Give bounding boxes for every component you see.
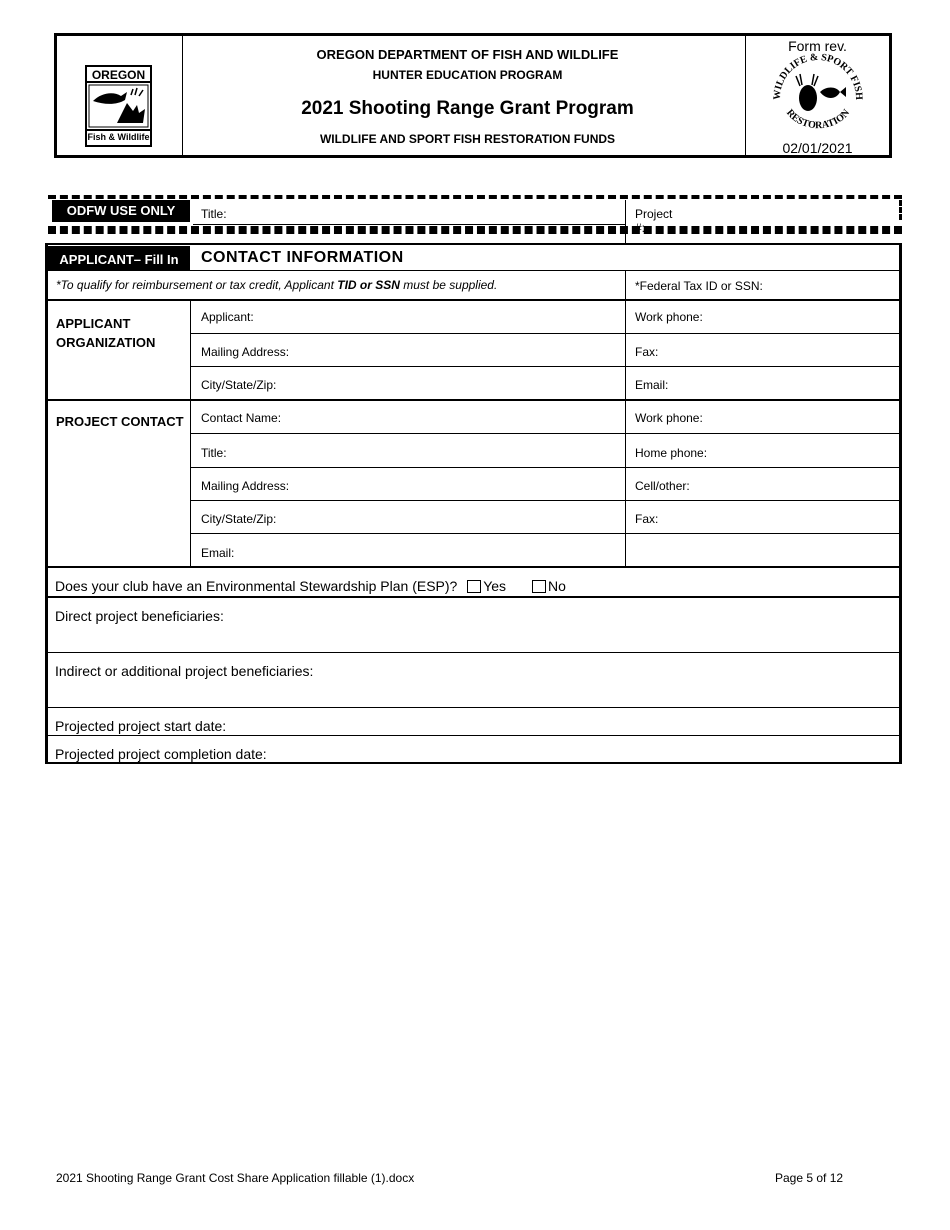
direct-beneficiaries-field[interactable]: Direct project beneficiaries: bbox=[55, 608, 224, 624]
esp-no-label: No bbox=[547, 578, 566, 594]
divider bbox=[46, 596, 900, 598]
program-name: HUNTER EDUCATION PROGRAM bbox=[372, 68, 563, 82]
divider bbox=[625, 200, 626, 245]
divider bbox=[190, 333, 900, 334]
form-rev-label: Form rev. bbox=[788, 38, 847, 54]
divider bbox=[190, 533, 900, 534]
applicant-work-phone-field[interactable]: Work phone: bbox=[635, 310, 703, 324]
logo-state-text: OREGON bbox=[87, 67, 150, 83]
tid-note-text-end: must be supplied. bbox=[399, 278, 498, 292]
esp-yes-option[interactable] bbox=[467, 578, 506, 594]
footer-filename: 2021 Shooting Range Grant Cost Share Application fillable (1).docx bbox=[56, 1171, 415, 1185]
dashed-border bbox=[48, 230, 902, 234]
divider bbox=[193, 224, 625, 225]
odfw-title-field[interactable]: Title: bbox=[201, 207, 227, 221]
divider bbox=[46, 299, 900, 301]
contact-title-field[interactable]: Title: bbox=[201, 446, 227, 460]
esp-no-option[interactable] bbox=[532, 578, 566, 594]
applicant-fill-in-badge: APPLICANT– Fill In bbox=[48, 246, 190, 271]
divider bbox=[46, 707, 900, 708]
fish-elk-logo-icon bbox=[87, 83, 150, 129]
dashed-border bbox=[899, 200, 902, 220]
contact-fax-field[interactable]: Fax: bbox=[635, 512, 659, 526]
indirect-beneficiaries-field[interactable]: Indirect or additional project beneficiaries: bbox=[55, 663, 314, 679]
department-name: OREGON DEPARTMENT OF FISH AND WILDLIFE bbox=[316, 47, 619, 62]
esp-yes-label: Yes bbox=[483, 578, 507, 594]
divider bbox=[190, 366, 900, 367]
contact-home-phone-field[interactable]: Home phone: bbox=[635, 446, 708, 460]
divider bbox=[46, 270, 900, 271]
contact-name-field[interactable]: Contact Name: bbox=[201, 411, 282, 425]
divider bbox=[190, 467, 900, 468]
footer-page-number: Page 5 of 12 bbox=[775, 1171, 844, 1185]
section-label-line: APPLICANT bbox=[56, 316, 131, 331]
divider bbox=[190, 433, 900, 434]
contact-mailing-address-field[interactable]: Mailing Address: bbox=[201, 479, 290, 493]
esp-yes-checkbox[interactable] bbox=[467, 580, 481, 593]
start-date-field[interactable]: Projected project start date: bbox=[55, 718, 227, 734]
esp-question-row bbox=[55, 578, 566, 594]
form-header bbox=[54, 33, 892, 158]
logo-subtitle: Fish & Wildlife bbox=[87, 129, 150, 143]
esp-no-checkbox[interactable] bbox=[532, 580, 546, 593]
svg-text:WILDLIFE & SPORT FISH: WILDLIFE & SPORT FISH bbox=[771, 52, 864, 101]
funds-name: WILDLIFE AND SPORT FISH RESTORATION FUNDS bbox=[319, 132, 616, 146]
contact-work-phone-field[interactable]: Work phone: bbox=[635, 411, 703, 425]
applicant-organization-label bbox=[56, 314, 155, 352]
completion-date-field[interactable]: Projected project completion date: bbox=[55, 746, 267, 762]
contact-information-table bbox=[45, 243, 902, 764]
contact-email-field[interactable]: Email: bbox=[201, 546, 235, 560]
section-label-line: ORGANIZATION bbox=[56, 335, 156, 350]
applicant-mailing-address-field[interactable]: Mailing Address: bbox=[201, 345, 290, 359]
esp-question: Does your club have an Environmental Stewardship Plan (ESP)? bbox=[55, 578, 458, 594]
contact-information-heading: CONTACT INFORMATION bbox=[201, 249, 404, 266]
divider bbox=[625, 270, 626, 567]
dashed-border bbox=[48, 195, 902, 199]
contact-city-state-zip-field[interactable]: City/State/Zip: bbox=[201, 512, 277, 526]
odfw-use-badge: ODFW USE ONLY bbox=[52, 200, 190, 222]
divider bbox=[46, 399, 900, 401]
seal-cell bbox=[745, 36, 889, 155]
wsfr-seal-icon bbox=[768, 52, 868, 136]
logo-cell bbox=[57, 36, 183, 155]
odfw-project-number-field[interactable]: Project #: bbox=[635, 207, 673, 235]
divider bbox=[46, 566, 900, 568]
divider bbox=[190, 500, 900, 501]
project-contact-label: PROJECT CONTACT bbox=[56, 414, 184, 429]
divider bbox=[46, 652, 900, 653]
odfw-logo bbox=[85, 65, 152, 147]
applicant-city-state-zip-field[interactable]: City/State/Zip: bbox=[201, 378, 277, 392]
form-rev-date: 02/01/2021 bbox=[782, 140, 853, 156]
applicant-field[interactable]: Applicant: bbox=[201, 310, 254, 324]
divider bbox=[46, 735, 900, 736]
tid-note-text: *To qualify for reimbursement or tax credit, Applicant bbox=[56, 278, 338, 292]
contact-cell-field[interactable]: Cell/other: bbox=[635, 479, 690, 493]
applicant-fax-field[interactable]: Fax: bbox=[635, 345, 659, 359]
federal-tax-id-field[interactable]: *Federal Tax ID or SSN: bbox=[635, 279, 763, 293]
tid-note bbox=[56, 278, 497, 292]
tid-note-bold: TID or SSN bbox=[337, 278, 400, 292]
page-title: 2021 Shooting Range Grant Program bbox=[301, 98, 634, 119]
svg-text:RESTORATION: RESTORATION bbox=[783, 107, 852, 132]
applicant-email-field[interactable]: Email: bbox=[635, 378, 669, 392]
